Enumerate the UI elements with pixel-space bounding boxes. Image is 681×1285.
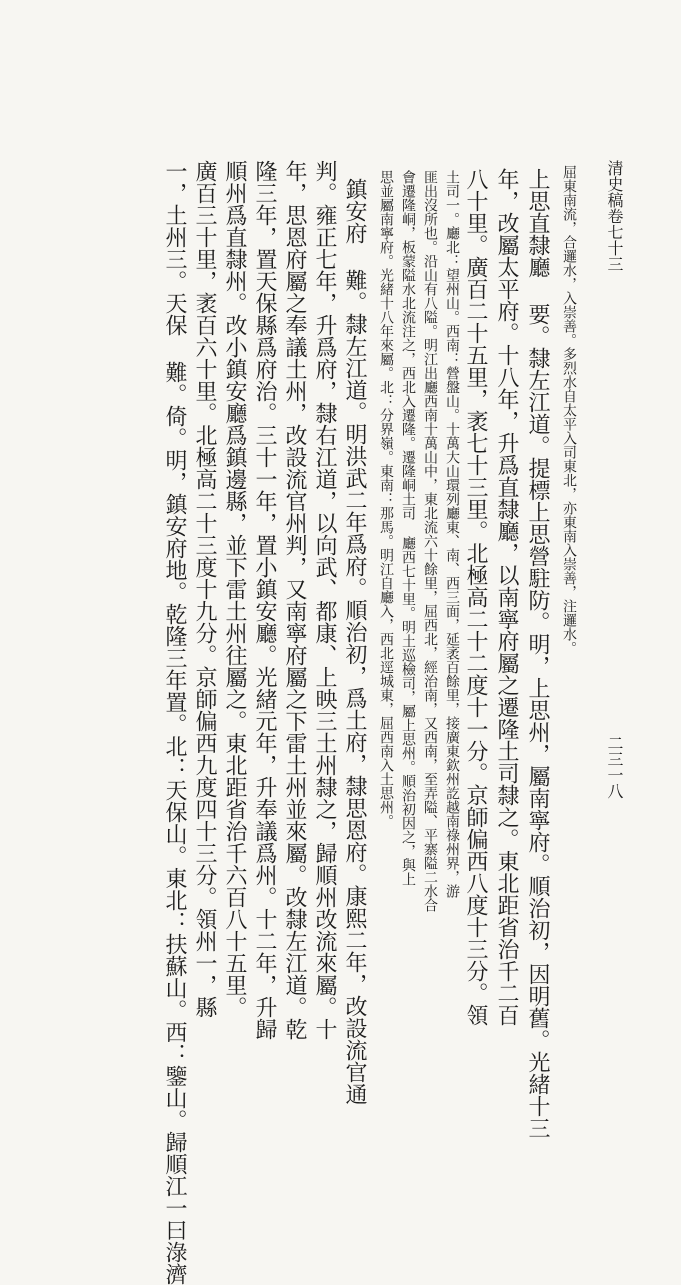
text-column-15: 一，土州三。天保 難。倚。明，鎮安府地。乾隆三年置。北：天保山。東北：扶蘇山。西：鑒山。歸順江一曰淥濟 xyxy=(162,160,187,1285)
text-column-12: 隆三年，置天保縣爲府治。三十一年，置小鎮安廳。光緒元年，升奉議爲州。十二年，升歸 xyxy=(252,160,277,1040)
text-column-14: 廣百三十里，袤百六十里。北極高二十三度十九分。京師偏西九度四十三分。領州一，縣 xyxy=(192,160,217,1018)
page-number: 二三一八 xyxy=(605,735,624,799)
text-column-2: 上思直隸廳 要。隸左江道。提標上思營駐防。明，上思州，屬南寧府。順治初，因明舊。光緒十三 xyxy=(525,168,550,1139)
text-column-5: 土司一。廳北：望州山。西南：營盤山。十萬大山環列廳東、南、西三面，延袤百餘里，接廣東欽州訖越南祿州界，游 xyxy=(444,170,460,898)
text-column-6: 匪出沒所也。沿山有八隘。明江出廳西南十萬山中，東北流六十餘里，屈西北，經治南，又西南，至弄隘、平寨隘二水合 xyxy=(422,170,438,912)
text-column-13: 順州爲直隸州。改小鎮安廳爲鎮邊縣，並下雷土州往屬之。東北距省治千六百八十五里。 xyxy=(222,160,247,1018)
text-column-9: 鎮安府 難。隸左江道。明洪武二年爲府。順治初，爲土府，隸思恩府。康熙二年，改設流官通 xyxy=(342,178,367,1105)
text-column-1: 屈東南流，合邏水，入崇善。多烈水自太平入司東北，亦東南入崇善，注邏水。 xyxy=(561,165,577,655)
text-column-7: 會遷隆峒，板蒙隘水北流注之，西北入遷隆。遷隆峒土司 廳西七十里。明土巡檢司，屬上思州。順治初因之，與上 xyxy=(400,170,416,886)
text-column-4: 八十里。廣百二十五里，袤七十三里。北極高二十二度十一分。京師偏西八度十三分。領 xyxy=(463,168,488,1026)
text-column-3: 年，改屬太平府。十八年，升爲直隸廳，以南寧府屬之遷隆土司隸之。東北距省治千二百 xyxy=(494,168,519,1026)
text-column-8: 思並屬南寧府。光緒十八年來屬。北：分界嶺。東南：那馬。明江自廳入，西北逕城東，屈西南入土思州。 xyxy=(378,170,394,828)
running-title: 清史稿卷七十三 xyxy=(605,160,624,272)
text-column-11: 年，思恩府屬之奉議土州，改設流官州判，又南寧府屬之下雷土州並來屬。改隸左江道。乾 xyxy=(282,160,307,1040)
text-column-10: 判。雍正七年，升爲府，隸右江道，以向武、都康、上映三土州隸之，歸順州改流來屬。十 xyxy=(312,160,337,1040)
